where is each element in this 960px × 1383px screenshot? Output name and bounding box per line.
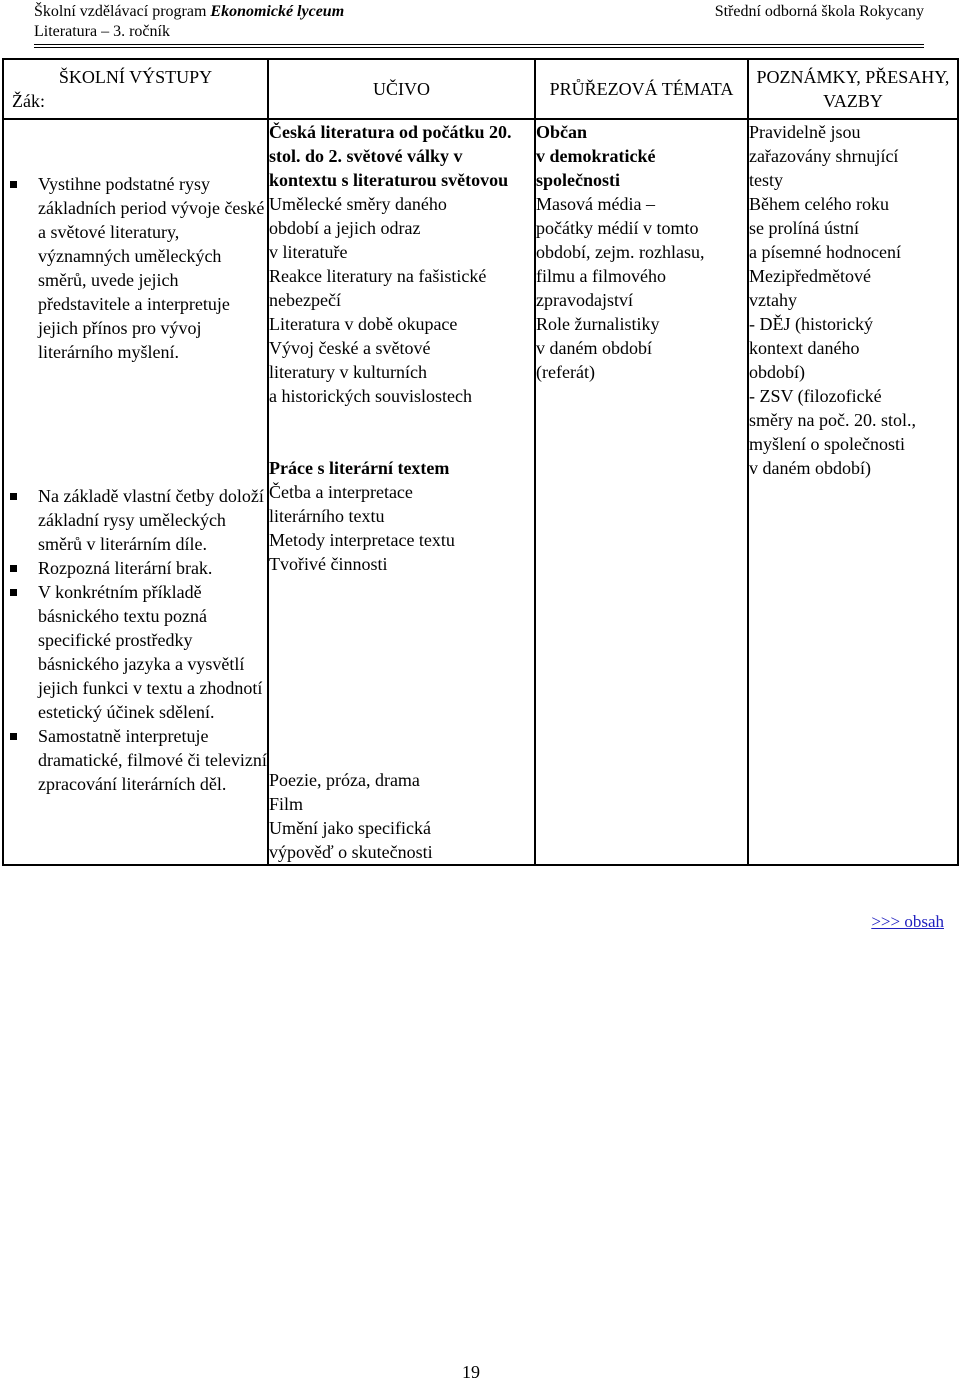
themes-cell — [535, 119, 748, 865]
notes-line: a písemné hodnocení — [749, 242, 901, 262]
notes-line: testy — [749, 170, 783, 190]
program-name: Ekonomické lyceum — [210, 3, 345, 20]
header-ucivo: UČIVO — [268, 59, 535, 119]
page-number: 19 — [462, 1362, 480, 1382]
themes-line: Masová média – — [536, 194, 655, 214]
themes-title-line: v demokratické — [536, 146, 656, 166]
notes-line: zařazovány shrnující — [749, 146, 899, 166]
notes-line: Pravidelně jsou — [749, 122, 861, 142]
ucivo-line: Metody interpretace textu — [269, 530, 455, 550]
themes-line: období, zejm. rozhlasu, — [536, 242, 705, 262]
ucivo-line: literatury v kulturních — [269, 362, 427, 382]
ucivo-line: literárního textu — [269, 506, 385, 526]
ucivo-line: v literatuře — [269, 242, 348, 262]
themes-title — [536, 120, 747, 192]
header-divider — [34, 44, 924, 45]
notes-line: - ZSV (filozofické — [749, 386, 882, 406]
contents-link[interactable]: >>> obsah — [871, 912, 944, 931]
themes-line: Role žurnalistiky — [536, 314, 660, 334]
ucivo-line: Literatura v době okupace — [269, 314, 458, 334]
ucivo-line: Umění jako specifická — [269, 818, 431, 838]
ucivo-line: Umělecké směry daného — [269, 194, 447, 214]
notes-line: myšlení o společnosti — [749, 434, 905, 454]
outcomes-list — [4, 172, 267, 796]
notes-line: Během celého roku — [749, 194, 889, 214]
notes-line: v daném období) — [749, 458, 871, 478]
themes-title-line: Občan — [536, 122, 588, 142]
ucivo-block1-title: Česká literatura od počátku 20. stol. do 2. světové války v kontextu s literaturou světovou — [269, 122, 512, 190]
ucivo-line: období a jejich odraz — [269, 218, 421, 238]
ucivo-line: Poezie, próza, drama — [269, 770, 420, 790]
outcomes-cell — [3, 119, 268, 865]
themes-line: zpravodajství — [536, 290, 633, 310]
document-header-left — [34, 2, 344, 42]
header-divider-secondary — [34, 47, 924, 48]
header-outcomes — [3, 59, 268, 119]
ucivo-block1-lines — [269, 192, 534, 408]
school-name: Střední odborná škola Rokycany — [714, 3, 924, 20]
ucivo-line: Četba a interpretace — [269, 482, 413, 502]
header-outcomes-title: ŠKOLNÍ VÝSTUPY — [58, 67, 213, 87]
ucivo-line: Reakce literatury na fašistické — [269, 266, 487, 286]
notes-cell — [748, 119, 958, 865]
outcome-item: V konkrétním příkladě básnického textu pozná specifické prostředky básnického jazyka a vysvětlí jejich funkci v textu a zhodnotí estetický účinek sdělení. — [4, 580, 267, 724]
ucivo-block2-title: Práce s literární textem — [269, 458, 450, 478]
ucivo-line: Film — [269, 794, 304, 814]
ucivo-block2-lines — [269, 480, 534, 576]
ucivo-line: a historických souvislostech — [269, 386, 472, 406]
themes-line: filmu a filmového — [536, 266, 666, 286]
header-themes: PRŮŘEZOVÁ TÉMATA — [535, 59, 748, 119]
ucivo-line: Vývoj české a světové — [269, 338, 431, 358]
ucivo-line: výpověď o skutečnosti — [269, 842, 433, 862]
notes-line: Mezipředmětové — [749, 266, 871, 286]
program-prefix: Školní vzdělávací program — [34, 3, 211, 20]
ucivo-cell — [268, 119, 535, 865]
table-row — [3, 119, 958, 865]
themes-lines — [536, 192, 747, 384]
notes-line: období) — [749, 362, 805, 382]
subject-line: Literatura – 3. ročník — [34, 23, 170, 40]
notes-line: směry na poč. 20. stol., — [749, 410, 916, 430]
program-line — [34, 2, 344, 22]
themes-line: počátky médií v tomto — [536, 218, 699, 238]
notes-line: vztahy — [749, 290, 797, 310]
themes-line: v daném období — [536, 338, 652, 358]
ucivo-line: nebezpečí — [269, 290, 341, 310]
curriculum-table — [2, 58, 959, 866]
themes-title-line: společnosti — [536, 170, 621, 190]
notes-line: - DĚJ (historický — [749, 314, 873, 334]
outcome-item: Samostatně interpretuje dramatické, filmové či televizní zpracování literárních děl. — [4, 724, 267, 796]
ucivo-block3-lines — [269, 768, 534, 864]
table-header-row — [3, 59, 958, 119]
header-notes: POZNÁMKY, PŘESAHY, VAZBY — [748, 59, 958, 119]
themes-line: (referát) — [536, 362, 595, 382]
notes-line: se prolíná ústní — [749, 218, 859, 238]
ucivo-line: Tvořivé činnosti — [269, 554, 388, 574]
outcome-item: Vystihne podstatné rysy základních period vývoje české a světové literatury, významných uměleckých směrů, uvede jejich představitele a interpretuje jejich přínos pro vývoj literárního myšlení. — [4, 172, 267, 364]
outcome-item: Rozpozná literární brak. — [4, 556, 267, 580]
notes-line: kontext daného — [749, 338, 860, 358]
outcome-item: Na základě vlastní četby doloží základní rysy uměleckých směrů v literárním díle. — [4, 484, 267, 556]
header-outcomes-subtitle: Žák: — [12, 91, 45, 111]
